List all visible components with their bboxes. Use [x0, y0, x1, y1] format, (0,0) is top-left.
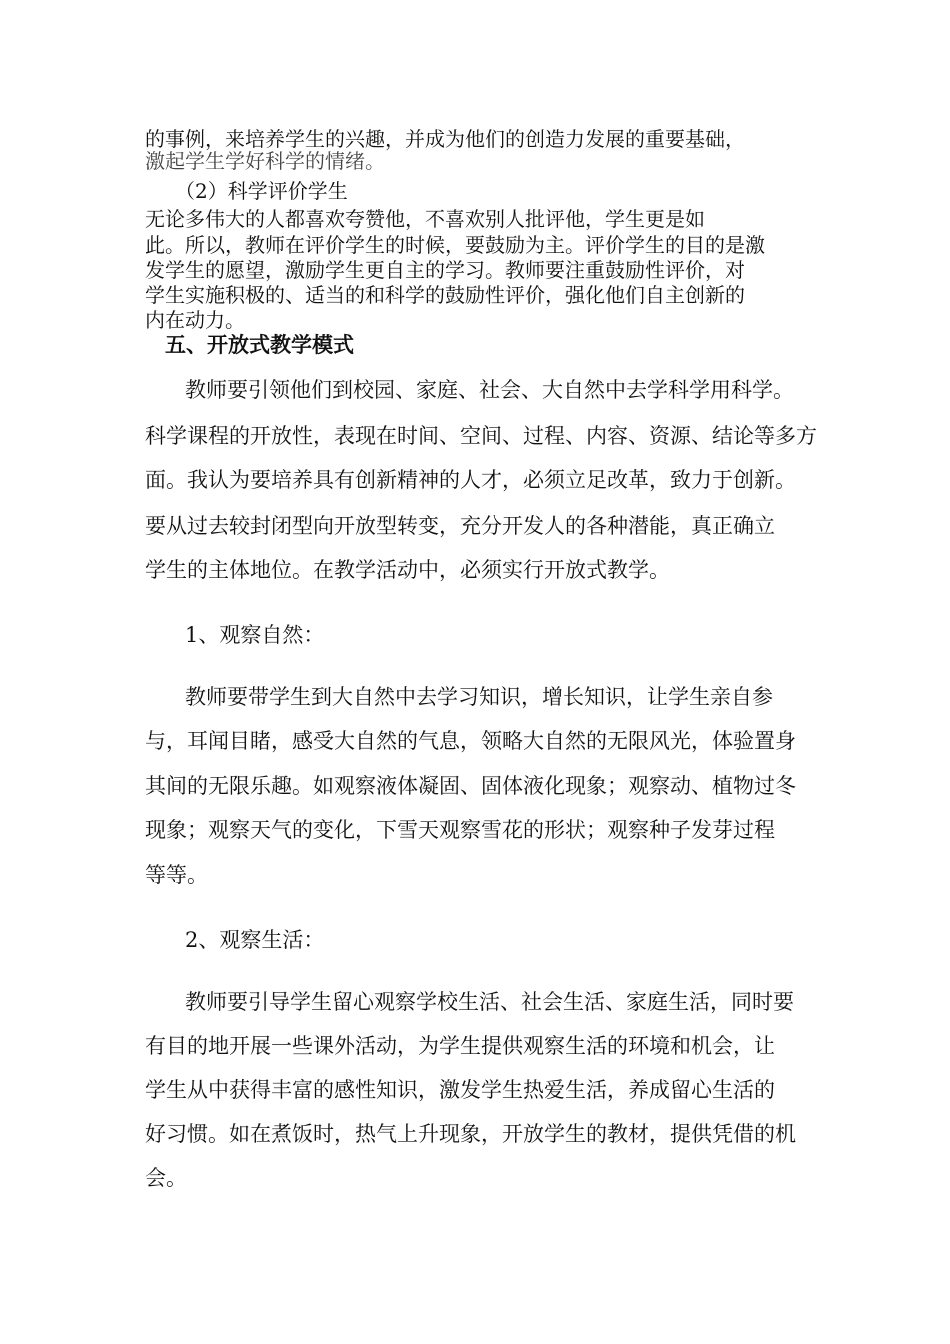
subsection-title: （2）科学评价学生	[175, 179, 348, 203]
item1-title: 1、观察自然：	[185, 623, 325, 647]
evaluation-line: 发学生的愿望，激励学生更自主的学习。教师要注重鼓励性评价，对	[145, 258, 745, 282]
item2-title: 2、观察生活：	[185, 928, 325, 952]
item2-line: 会。	[145, 1166, 187, 1190]
open-line: 科学课程的开放性，表现在时间、空间、过程、内容、资源、结论等多方	[145, 424, 817, 448]
item2-line: 好习惯。如在煮饭时，热气上升现象，开放学生的教材，提供凭借的机	[145, 1122, 796, 1146]
section-title: 五、开放式教学模式	[165, 332, 354, 357]
evaluation-line: 学生实施积极的、适当的和科学的鼓励性评价，强化他们自主创新的	[145, 283, 745, 307]
evaluation-line: 此。所以，教师在评价学生的时候，要鼓励为主。评价学生的目的是激	[145, 233, 765, 257]
item2-line: 教师要引导学生留心观察学校生活、社会生活、家庭生活，同时要	[185, 990, 794, 1014]
open-line: 教师要引领他们到校园、家庭、社会、大自然中去学科学用科学。	[185, 378, 794, 402]
open-line: 学生的主体地位。在教学活动中，必须实行开放式教学。	[145, 558, 670, 582]
evaluation-line: 无论多伟大的人都喜欢夸赞他，不喜欢别人批评他，学生更是如	[145, 207, 705, 231]
item1-line: 与，耳闻目睹，感受大自然的气息，领略大自然的无限风光，体验置身	[145, 729, 796, 753]
item2-line: 学生从中获得丰富的感性知识，激发学生热爱生活，养成留心生活的	[145, 1078, 775, 1102]
evaluation-line: 内在动力。	[145, 308, 245, 332]
intro-line: 的事例，来培养学生的兴趣，并成为他们的创造力发展的重要基础，	[145, 127, 745, 151]
item1-line: 教师要带学生到大自然中去学习知识，增长知识，让学生亲自参	[185, 685, 773, 709]
item1-line: 等等。	[145, 863, 208, 887]
item2-line: 有目的地开展一些课外活动，为学生提供观察生活的环境和机会，让	[145, 1034, 775, 1058]
open-line: 面。我认为要培养具有创新精神的人才，必须立足改革，致力于创新。	[145, 468, 796, 492]
open-line: 要从过去较封闭型向开放型转变，充分开发人的各种潜能，真正确立	[145, 514, 775, 538]
item1-line: 其间的无限乐趣。如观察液体凝固、固体液化现象；观察动、植物过冬	[145, 774, 796, 798]
item1-line: 现象；观察天气的变化，下雪天观察雪花的形状；观察种子发芽过程	[145, 818, 775, 842]
intro-line: 激起学生学好科学的情绪。	[145, 149, 385, 173]
